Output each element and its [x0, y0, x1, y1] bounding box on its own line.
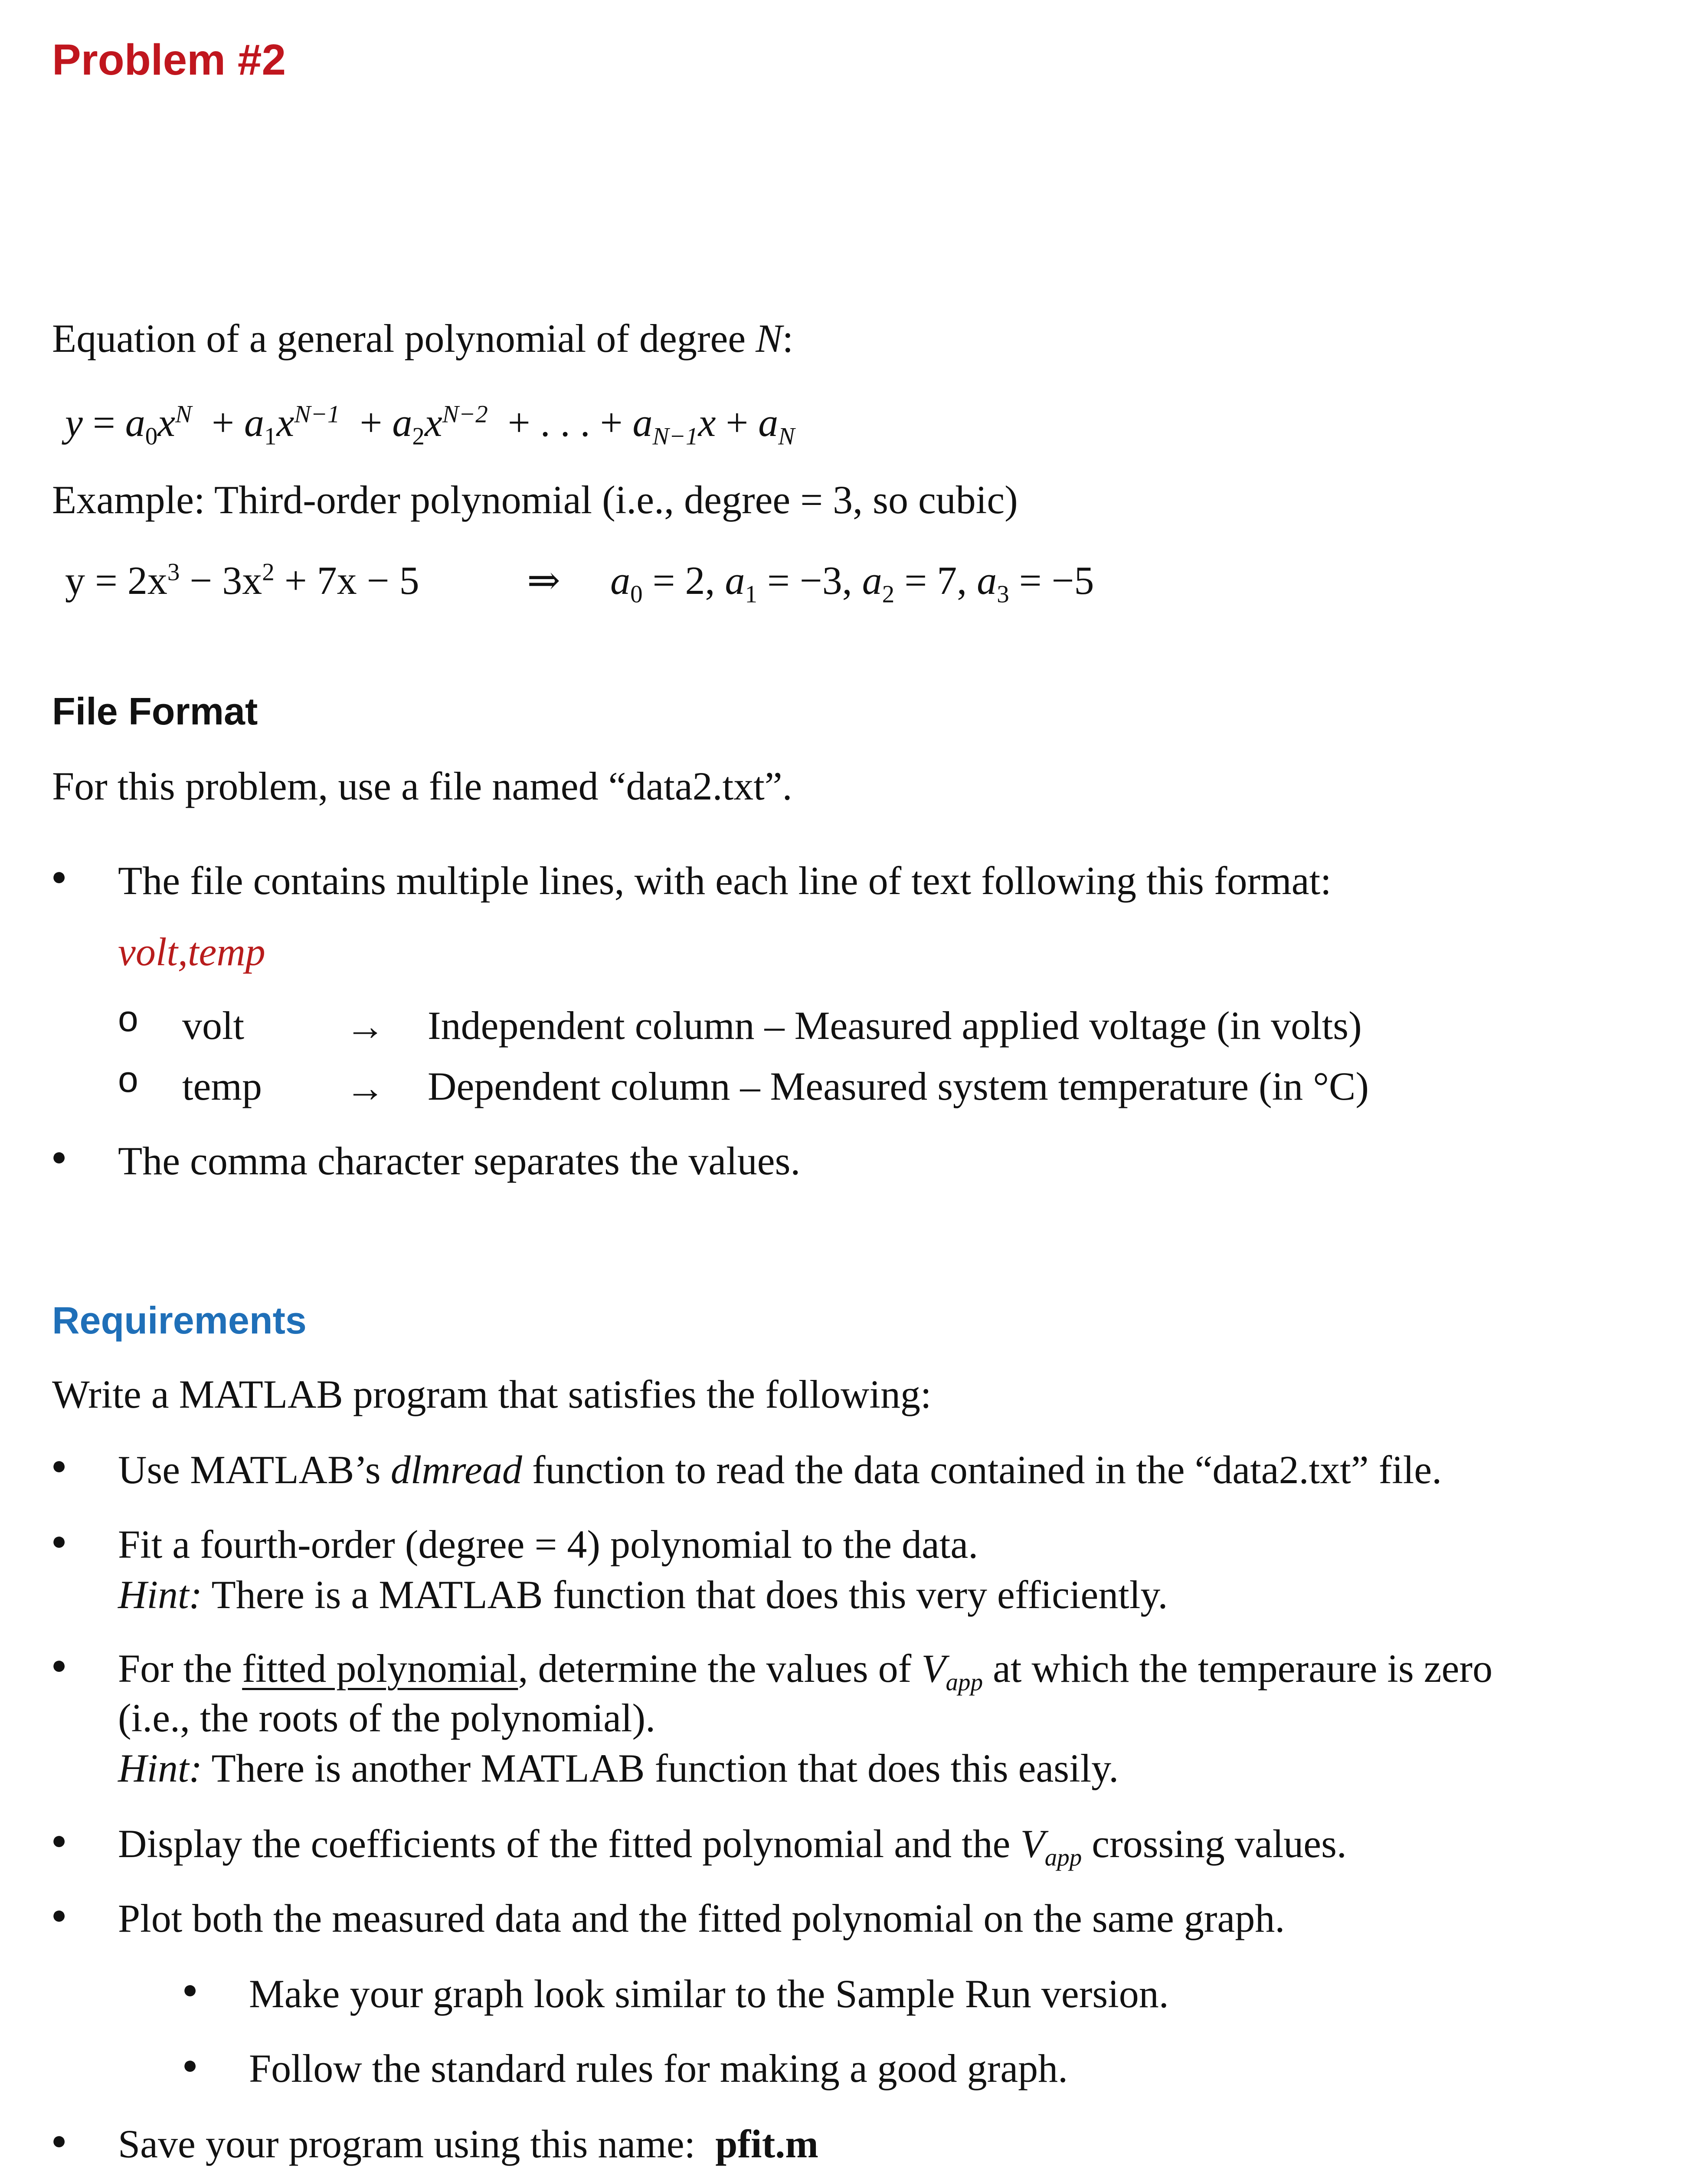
requirement-item-2-hint: [118, 1575, 1168, 1615]
bullet-icon: ●: [51, 1651, 67, 1679]
requirements-heading: Requirements: [52, 1299, 307, 1342]
req3-pre: For the: [118, 1646, 242, 1691]
file-format-intro: For this problem, use a file named “data2.txt”.: [52, 764, 792, 808]
eq-x2-sup: N−2: [442, 400, 488, 428]
eq-plus-2: +: [360, 400, 383, 445]
coef-a1: a: [725, 558, 745, 603]
req2-hint-text: There is a MATLAB function that does this very efficiently.: [202, 1573, 1168, 1617]
column-desc-temp: Dependent column – Measured system temperature (in °C): [428, 1064, 1369, 1108]
circle-bullet-icon: o: [118, 1059, 138, 1100]
file-format-bullet-2: The comma character separates the values.: [118, 1139, 801, 1183]
column-desc-volt: Independent column – Measured applied voltage (in volts): [428, 1003, 1362, 1048]
eq-plus-1: +: [212, 400, 235, 445]
polynomial-intro: [52, 318, 793, 358]
eq-a0: a: [125, 400, 145, 445]
format-example: volt,temp: [118, 930, 265, 974]
bullet-icon: ●: [182, 1975, 198, 2004]
example-coefficients: [527, 558, 1094, 608]
example-sup2: 2: [262, 558, 275, 586]
eq-x2: x: [424, 400, 442, 445]
bullet-icon: ●: [51, 1451, 67, 1480]
intro-degree-var: N: [756, 316, 782, 360]
bullet-icon: ●: [51, 1826, 67, 1854]
eq-x0: x: [157, 400, 176, 445]
eq-x1-sup: N−1: [294, 400, 340, 428]
coef-a3: a: [977, 558, 997, 603]
coef-a0-val: = 2,: [642, 558, 715, 603]
example-lhs: y = 2x: [65, 558, 167, 603]
eq-aNm1: a: [632, 400, 653, 445]
coef-a1-val: = −3,: [757, 558, 852, 603]
requirement-item-4: [118, 1822, 1347, 1871]
requirement-item-3-hint: [118, 1748, 1119, 1788]
req1-post: function to read the data contained in the “data2.txt” file.: [522, 1448, 1442, 1492]
example-label: Example: Third-order polynomial (i.e., degree = 3, so cubic): [52, 478, 1018, 522]
file-format-heading: File Format: [52, 690, 258, 733]
file-format-bullet-1: The file contains multiple lines, with each line of text following this format:: [118, 858, 1332, 903]
requirement-item-3-line-1: [118, 1646, 1493, 1696]
requirement-item-5: Plot both the measured data and the fitted polynomial on the same graph.: [118, 1896, 1285, 1940]
column-name-temp: temp: [182, 1064, 262, 1108]
eq-a1-sub: 1: [264, 423, 277, 450]
example-sup3: 3: [167, 558, 180, 586]
bullet-icon: ●: [51, 1527, 67, 1555]
requirement-sub-item-1: Make your graph look similar to the Sample Run version.: [249, 1972, 1169, 2016]
requirement-sub-item-2: Follow the standard rules for making a good graph.: [249, 2046, 1068, 2090]
requirement-item-3-line-2: (i.e., the roots of the polynomial).: [118, 1696, 656, 1740]
eq-a1: a: [244, 400, 265, 445]
coef-a0: a: [610, 558, 631, 603]
program-filename: pfit.m: [715, 2122, 818, 2166]
req2-hint-label: Hint:: [118, 1573, 203, 1617]
example-equation: [65, 558, 419, 603]
eq-plus-3: +: [726, 400, 749, 445]
eq-a0-sub: 0: [145, 423, 158, 450]
coef-a3-val: = −5: [1009, 558, 1094, 603]
req1-pre: Use MATLAB’s: [118, 1448, 391, 1492]
eq-aNm1-sub: N−1: [652, 423, 698, 450]
eq-ellipsis: + . . . +: [507, 400, 623, 445]
req3-v: V: [921, 1646, 946, 1691]
requirement-item-2-line-1: Fit a fourth-order (degree = 4) polynomial to the data.: [118, 1522, 978, 1566]
req4-post: crossing values.: [1082, 1822, 1347, 1866]
req3-hint-label: Hint:: [118, 1746, 203, 1790]
eq-xNm1: x: [698, 400, 716, 445]
arrow-icon: →: [345, 1004, 385, 1048]
req3-underlined: fitted polynomial: [242, 1646, 518, 1691]
example-rest: + 7x − 5: [274, 558, 419, 603]
example-mid: − 3x: [180, 558, 262, 603]
bullet-icon: ●: [182, 2051, 198, 2079]
intro-label-post: :: [782, 316, 794, 360]
req3-mid: , determine the values of: [518, 1646, 922, 1691]
coef-a1-sub: 1: [745, 580, 758, 608]
bullet-icon: ●: [51, 862, 67, 891]
coef-a2: a: [862, 558, 882, 603]
req1-func: dlmread: [390, 1448, 522, 1492]
req4-pre: Display the coefficients of the fitted polynomial and the: [118, 1822, 1021, 1866]
bullet-icon: ●: [51, 1900, 67, 1929]
requirement-item-1: [118, 1450, 1442, 1490]
requirement-item-6: [118, 2124, 818, 2164]
eq-aN: a: [758, 400, 779, 445]
circle-bullet-icon: o: [118, 998, 138, 1039]
eq-a2: a: [392, 400, 412, 445]
bullet-icon: ●: [51, 2126, 67, 2155]
eq-y: y: [65, 400, 83, 445]
column-name-volt: volt: [182, 1003, 245, 1048]
eq-x1: x: [276, 400, 294, 445]
req4-v: V: [1020, 1822, 1045, 1866]
eq-equals: =: [92, 400, 115, 445]
implies-icon: ⇒: [527, 558, 561, 603]
arrow-icon: →: [345, 1066, 385, 1110]
requirements-intro: Write a MATLAB program that satisfies the following:: [52, 1372, 932, 1416]
page-title: Problem #2: [52, 36, 286, 84]
eq-a2-sub: 2: [412, 423, 425, 450]
coef-a3-sub: 3: [997, 580, 1009, 608]
req4-v-sub: app: [1044, 1844, 1082, 1871]
general-polynomial-equation: [65, 400, 795, 450]
bullet-icon: ●: [51, 1142, 67, 1171]
eq-x0-sup: N: [175, 400, 192, 428]
req3-v-sub: app: [946, 1668, 983, 1696]
eq-aN-sub: N: [778, 423, 795, 450]
req3-post: at which the temperaure is zero: [983, 1646, 1493, 1691]
intro-label-pre: Equation of a general polynomial of degree: [52, 316, 756, 360]
req3-hint-text: There is another MATLAB function that does this easily.: [202, 1746, 1119, 1790]
coef-a0-sub: 0: [630, 580, 643, 608]
coef-a2-sub: 2: [882, 580, 895, 608]
req6-pre: Save your program using this name:: [118, 2122, 716, 2166]
coef-a2-val: = 7,: [894, 558, 967, 603]
